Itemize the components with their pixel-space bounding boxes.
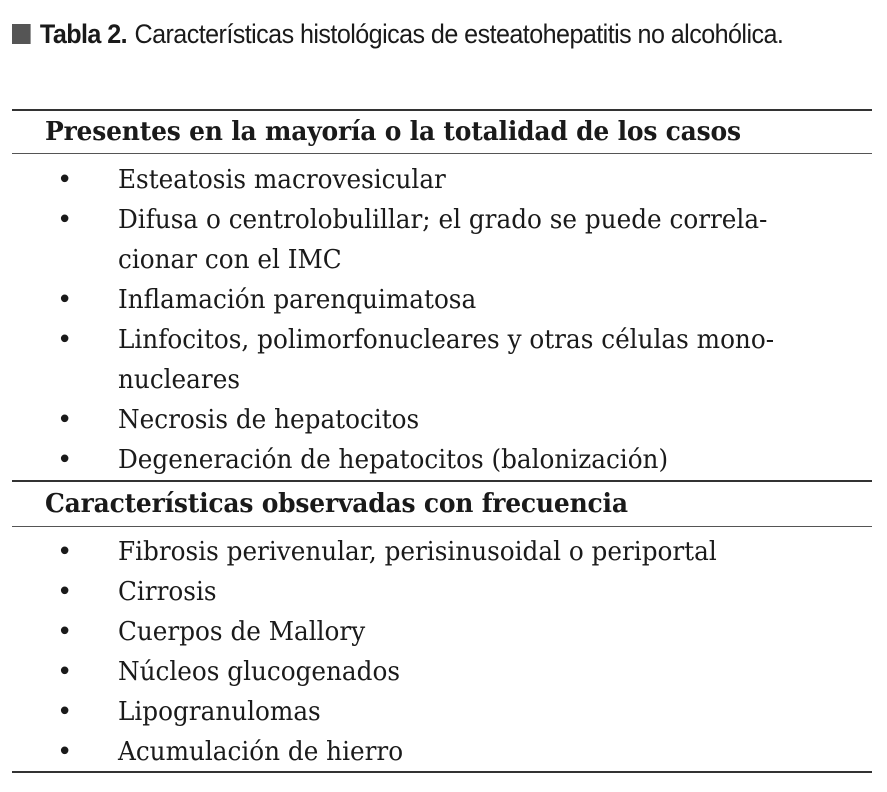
bullet-icon: • [57,657,73,687]
list-item-text: Cirrosis [118,577,217,607]
list-item [0,532,887,572]
bullet-icon: • [57,697,73,727]
table-top-rule [12,109,872,111]
list-item [0,692,887,732]
list-item [0,160,887,200]
caption-square-icon [12,24,31,44]
bullet-icon: • [57,285,73,315]
section-heading-caracteristicas: Características observadas con frecuencia [45,489,628,519]
list-item-text: Fibrosis perivenular, perisinusoidal o periportal [118,537,717,567]
bullet-icon: • [57,577,73,607]
list-item-text [118,320,774,400]
list-item-line: Difusa o centrolobulillar; el grado se puede correla- [118,205,768,235]
section-1-header-rule [12,153,872,154]
bullet-icon: • [57,445,73,475]
section-heading-presentes: Presentes en la mayoría o la totalidad de los casos [45,117,741,147]
caption-title: Características histológicas de esteatohepatitis no alcohólica. [134,18,784,49]
list-item-text: Núcleos glucogenados [118,657,401,687]
bullet-icon: • [57,325,73,355]
bullet-icon: • [57,205,73,235]
bullet-icon: • [57,165,73,195]
list-item-text: Cuerpos de Mallory [118,617,366,647]
list-item-line: Linfocitos, polimorfonucleares y otras células mono- [118,325,775,355]
bullet-icon: • [57,405,73,435]
list-item-text: Esteatosis macrovesicular [118,165,446,195]
list-item-text: Acumulación de hierro [118,737,404,767]
bullet-icon: • [57,537,73,567]
list-item-text: Inflamación parenquimatosa [118,285,477,315]
table-caption [12,14,783,54]
list-item [0,652,887,692]
list-item [0,612,887,652]
caption-label: Tabla 2. [39,18,128,49]
list-item [0,280,887,320]
list-item [0,200,887,280]
section-2-top-rule [12,480,872,482]
list-item-line: nucleares [118,365,241,395]
list-item [0,320,887,400]
list-item-text [118,200,767,280]
list-item-text: Degeneración de hepatocitos (balonización) [118,445,669,475]
list-item-text: Necrosis de hepatocitos [118,405,420,435]
list-item [0,400,887,440]
section-2-header-rule [12,526,872,527]
list-item [0,572,887,612]
bullet-icon: • [57,737,73,767]
list-item [0,440,887,480]
list-item [0,732,887,772]
list-item-text: Lipogranulomas [118,697,321,727]
list-item-line: cionar con el IMC [118,245,342,275]
bullet-icon: • [57,617,73,647]
